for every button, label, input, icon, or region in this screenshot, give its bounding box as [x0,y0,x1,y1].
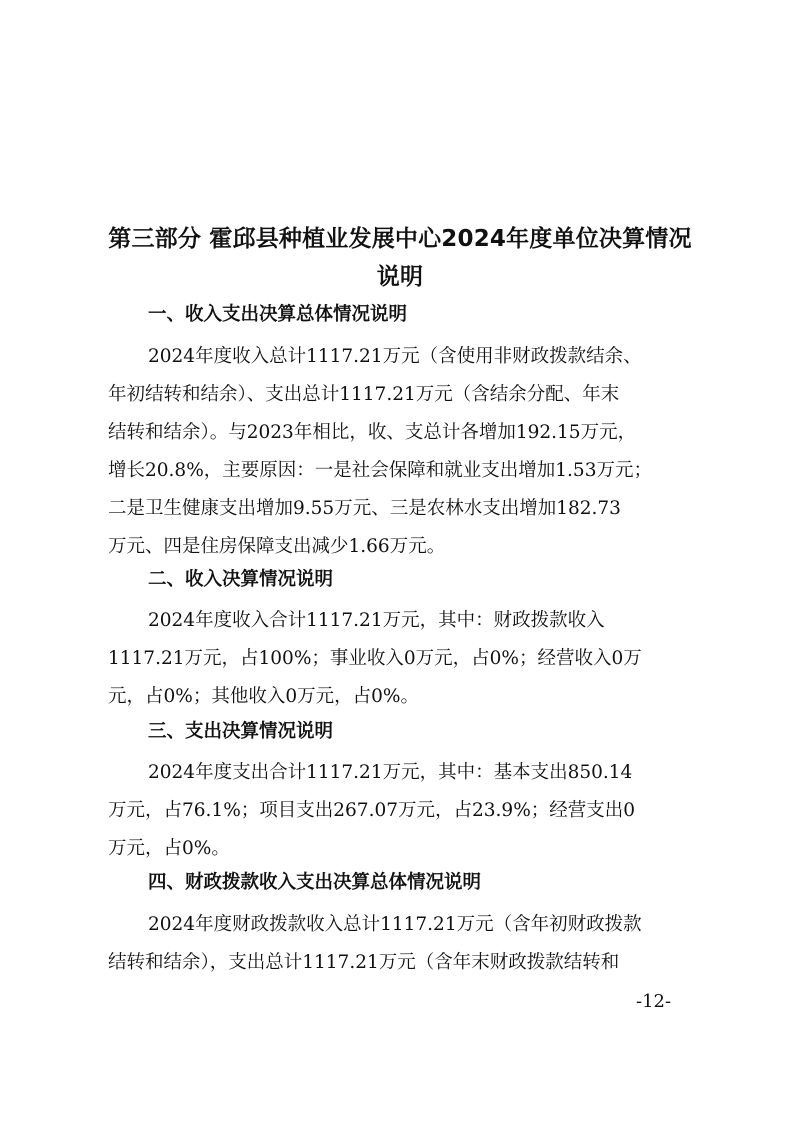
section-3-paragraph [108,754,708,868]
paragraph-line: 万元、四是住房保障支出减少1.66万元。 [108,536,446,557]
paragraph-line: 2024年度财政拨款收入总计1117.21万元（含年初财政拨款 [148,914,642,935]
paragraph-line: 元，占0%；其他收入0万元，占0%。 [108,686,419,707]
paragraph-line: 2024年度收入总计1117.21万元（含使用非财政拨款结余、 [148,346,642,367]
section-heading-2: 二、收入决算情况说明 [148,569,334,590]
page-title [100,220,700,296]
section-2-paragraph [108,602,708,716]
paragraph-line: 二是卫生健康支出增加9.55万元、三是农林水支出增加182.73 [108,498,621,519]
paragraph-line: 万元，占0%。 [108,838,230,859]
paragraph-line: 万元，占76.1%；项目支出267.07万元，占23.9%；经营支出0 [108,800,636,821]
page-title-line-2: 说明 [376,264,424,290]
paragraph-line: 增长20.8%，主要原因：一是社会保障和就业支出增加1.53万元； [108,460,652,481]
section-1-paragraph [108,338,708,566]
paragraph-line: 结转和结余），支出总计1117.21万元（含年末财政拨款结转和 [108,952,620,973]
paragraph-line: 年初结转和结余）、支出总计1117.21万元（含结余分配、年末 [108,384,620,405]
paragraph-line: 结转和结余）。与2023年相比，收、支总计各增加192.15万元， [108,422,637,443]
section-heading-1: 一、收入支出决算总体情况说明 [148,304,408,325]
section-heading-4: 四、财政拨款收入支出决算总体情况说明 [148,872,482,893]
section-4-paragraph [108,906,708,982]
paragraph-line: 2024年度支出合计1117.21万元，其中：基本支出850.14 [148,762,633,783]
paragraph-line: 2024年度收入合计1117.21万元，其中：财政拨款收入 [148,610,605,631]
page-title-line-1: 第三部分 霍邱县种植业发展中心2024年度单位决算情况 [108,226,692,252]
paragraph-line: 1117.21万元，占100%；事业收入0万元，占0%；经营收入0万 [108,648,642,669]
section-heading-3: 三、支出决算情况说明 [148,721,334,742]
page-number: -12- [636,991,672,1012]
